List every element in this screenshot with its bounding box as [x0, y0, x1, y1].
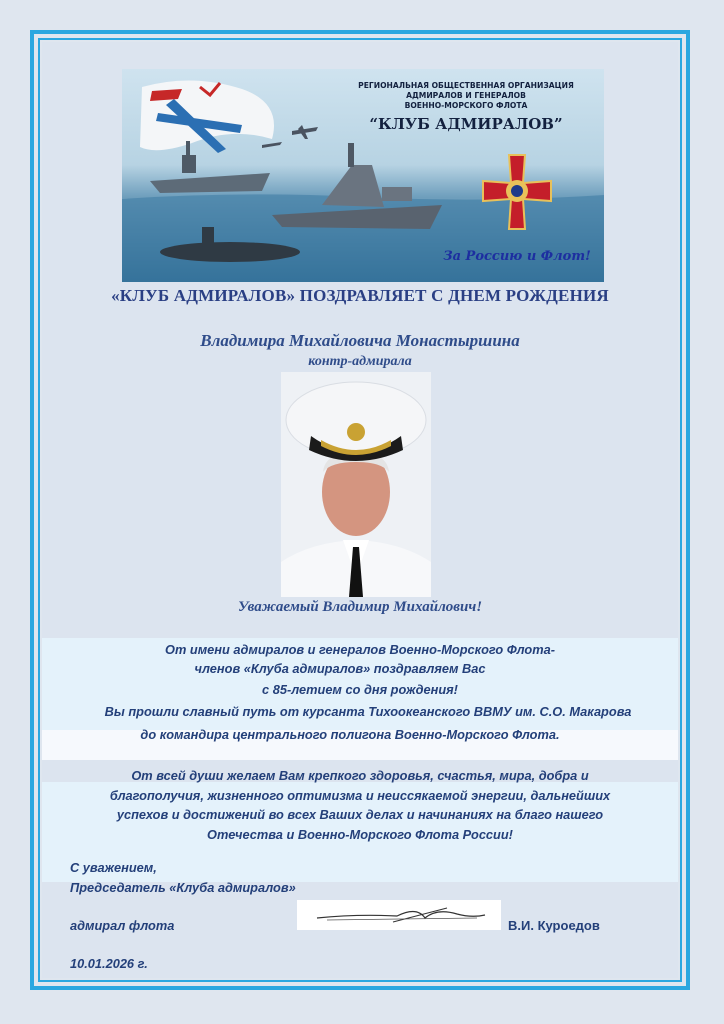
body-line: с 85-летием со дня рождения! — [262, 682, 458, 697]
greeting: Уважаемый Владимир Михайлович! — [237, 599, 483, 615]
regards-text: С уважением, — [70, 860, 157, 875]
signer-rank: адмирал флота — [70, 918, 175, 933]
certificate-page — [42, 42, 678, 978]
body-line: От имени адмиралов и генералов Военно-Морского Флота- — [164, 642, 555, 657]
honoree-name: Владимира Михайловича Монастыршина — [200, 331, 520, 350]
body-line: Отечества и Военно-Морского Флота России! — [207, 827, 513, 842]
signature-icon — [297, 900, 501, 930]
body-line: От всей души желаем Вам крепкого здоровья, счастья, мира, добра и — [131, 768, 589, 783]
signer-position: Председатель «Клуба адмиралов» — [70, 880, 296, 895]
body-line: благополучия, жизненного оптимизма и неиссякаемой энергии, дальнейших — [109, 788, 611, 803]
body-line: успехов и достижений во всех Ваших делах и начинаниях на благо нашего — [116, 807, 604, 822]
club-name: “КЛУБ АДМИРАЛОВ” — [369, 115, 563, 133]
document-date: 10.01.2026 г. — [70, 956, 148, 971]
organization-text — [332, 81, 600, 111]
org-line: РЕГИОНАЛЬНАЯ ОБЩЕСТВЕННАЯ ОРГАНИЗАЦИЯ — [358, 81, 574, 90]
honoree-rank: контр-адмирала — [308, 354, 412, 369]
body-line: членов «Клуба адмиралов» поздравляем Вас — [194, 661, 486, 676]
signer-name: В.И. Куроедов — [508, 918, 600, 933]
admiral-portrait-icon — [281, 372, 431, 597]
body-line: Вы прошли славный путь от курсанта Тихоокеанского ВВМУ им. С.О. Макарова — [104, 704, 632, 719]
portrait-photo — [281, 372, 431, 597]
header-banner — [122, 69, 604, 282]
org-line: АДМИРАЛОВ И ГЕНЕРАЛОВ — [406, 91, 526, 100]
page-title: «КЛУБ АДМИРАЛОВ» ПОЗДРАВЛЯЕТ С ДНЕМ РОЖДЕНИЯ — [111, 286, 609, 305]
handwritten-signature — [297, 900, 501, 930]
body-line: до командира центрального полигона Военно-Морского Флота. — [140, 727, 560, 742]
org-line: ВОЕННО-МОРСКОГО ФЛОТА — [404, 101, 528, 110]
motto: За Россию и Флот! — [443, 249, 591, 264]
